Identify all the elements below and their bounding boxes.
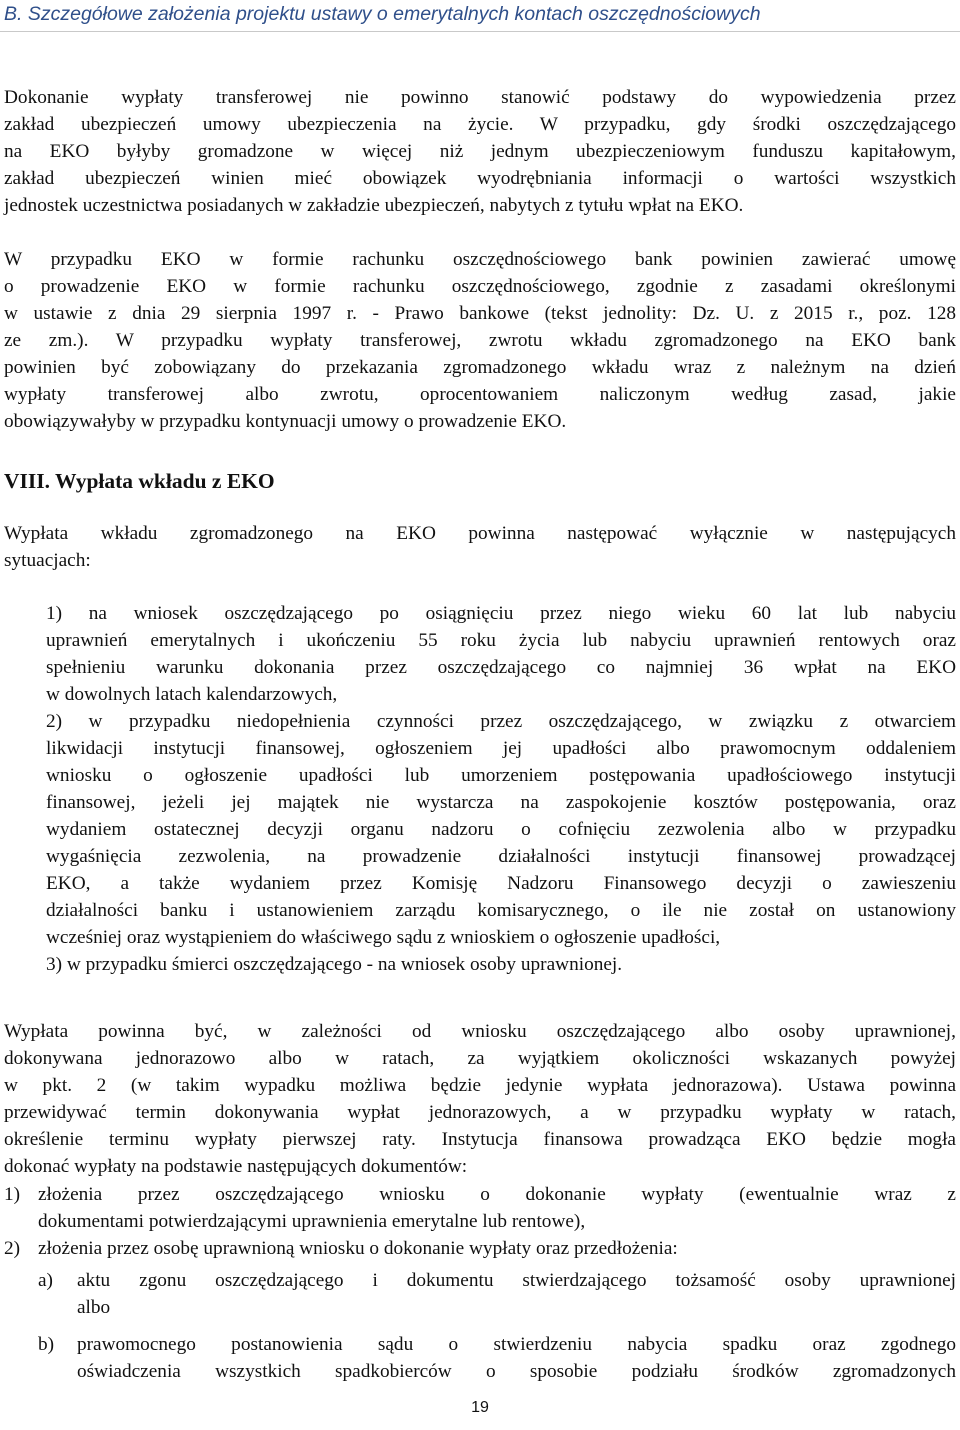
text-line: W przypadku EKO w formie rachunku oszczędnościowego bank powinien zawierać umowę [4, 249, 956, 270]
text-line: w ustawie z dnia 29 sierpnia 1997 r. - Prawo bankowe (tekst jednolity: Dz. U. z 2015 r., poz. 128 [4, 303, 956, 324]
list-item-line: spełnieniu warunku dokonania przez oszczędzającego co najmniej 36 wpłat na EKO [46, 657, 956, 678]
text-line: jednostek uczestnictwa posiadanych w zakładzie ubezpieczeń, nabytych z tytułu wpłat na EKO. [4, 195, 744, 216]
list-item-line: finansowej, jeżeli jej majątek nie wystarcza na zaspokojenie kosztów postępowania, oraz [46, 792, 956, 813]
sublist-item-line: prawomocnego postanowienia sądu o stwierdzeniu nabycia spadku oraz zgodnego [77, 1334, 956, 1355]
list-item-line: 2) w przypadku niedopełnienia czynności przez oszczędzającego, w związku z otwarciem [46, 711, 956, 732]
list-item-line: dokumentami potwierdzającymi uprawnienia emerytalne lub rentowe), [38, 1211, 586, 1232]
list-item-line: działalności banku i ustanowieniem zarządu komisarycznego, o ile nie został on ustanowiony [46, 900, 956, 921]
text-line: określenie terminu wypłaty pierwszej raty. Instytucja finansowa prowadząca EKO będzie mogła [4, 1129, 956, 1150]
list-number: 2) [4, 1238, 21, 1259]
list-number: 1) [4, 1184, 21, 1205]
text-line: w pkt. 2 (w takim wypadku możliwa będzie jedynie wypłata jednorazowa). Ustawa powinna [4, 1075, 956, 1096]
list-item-line: wniosku o ogłoszenie upadłości lub umorzeniem postępowania upadłościowego instytucji [46, 765, 956, 786]
text-line: powinien być zobowiązany do przekazania zgromadzonego wkładu wraz z należnym na dzień [4, 357, 956, 378]
text-line: na EKO byłyby gromadzone w więcej niż jednym ubezpieczeniowym funduszu kapitałowym, [4, 141, 956, 162]
page-number: 19 [471, 1399, 489, 1416]
text-line: o prowadzenie EKO w formie rachunku oszczędnościowego, zgodnie z zasadami określonymi [4, 276, 956, 297]
text-line: wypłaty transferowej albo zwrotu, oprocentowaniem naliczonym według zasad, jakie [4, 384, 956, 405]
sublist-item-line: albo [77, 1297, 111, 1318]
sublist-item-line: aktu zgonu oszczędzającego i dokumentu stwierdzającego tożsamość osoby uprawnionej [77, 1270, 956, 1291]
text-line: Dokonanie wypłaty transferowej nie powinno stanowić podstawy do wypowiedzenia przez [4, 87, 956, 108]
list-item-line: wydaniem ostatecznej decyzji organu nadzoru o cofnięciu zezwolenia albo w przypadku [46, 819, 956, 840]
text-line: obowiązywałyby w przypadku kontynuacji umowy o prowadzenie EKO. [4, 411, 567, 432]
list-item-line: złożenia przez oszczędzającego wniosku o dokonanie wypłaty (ewentualnie wraz z [38, 1184, 956, 1205]
list-item-line: 1) na wniosek oszczędzającego po osiągnięciu przez niego wieku 60 lat lub nabyciu [46, 603, 956, 624]
text-line: przewidywać termin dokonywania wypłat jednorazowych, a w przypadku wypłaty w ratach, [4, 1102, 956, 1123]
list-item-line: uprawnień emerytalnych i ukończeniu 55 roku życia lub nabyciu uprawnień rentowych oraz [46, 630, 956, 651]
text-line: Wypłata wkładu zgromadzonego na EKO powinna następować wyłącznie w następujących [4, 523, 956, 544]
text-line: sytuacjach: [4, 550, 91, 571]
sublist-letter: b) [38, 1334, 55, 1355]
section-heading: VIII. Wypłata wkładu z EKO [4, 469, 275, 493]
text-line: zakład ubezpieczeń umowy ubezpieczenia na życie. W przypadku, gdy środki oszczędzającego [4, 114, 956, 135]
list-item-line: złożenia przez osobę uprawnioną wniosku o dokonanie wypłaty oraz przedłożenia: [38, 1238, 678, 1259]
text-line: zakład ubezpieczeń winien mieć obowiązek wyodrębniania informacji o wartości wszystkich [4, 168, 956, 189]
list-item-line: likwidacji instytucji finansowej, ogłoszeniem jej upadłości albo prawomocnym oddaleniem [46, 738, 956, 759]
text-line: dokonać wypłaty na podstawie następujących dokumentów: [4, 1156, 468, 1177]
sublist-letter: a) [38, 1270, 53, 1291]
sublist-item-line: oświadczenia wszystkich spadkobierców o sposobie podziału środków zgromadzonych [77, 1361, 956, 1382]
list-item-line: wygaśnięcia zezwolenia, na prowadzenie działalności instytucji finansowej prowadzącej [46, 846, 956, 867]
running-header: B. Szczegółowe założenia projektu ustawy o emerytalnych kontach oszczędnościowych [4, 3, 761, 25]
text-line: Wypłata powinna być, w zależności od wniosku oszczędzającego albo osoby uprawnionej, [4, 1021, 956, 1042]
header-divider [0, 31, 960, 32]
list-item-line: EKO, a także wydaniem przez Komisję Nadzoru Finansowego decyzji o zawieszeniu [46, 873, 956, 894]
list-item-line: wcześniej oraz wystąpieniem do właściwego sądu z wnioskiem o ogłoszenie upadłości, [46, 927, 721, 948]
text-line: dokonywana jednorazowo albo w ratach, za wyjątkiem okoliczności wskazanych powyżej [4, 1048, 956, 1069]
text-line: ze zm.). W przypadku wypłaty transferowej, zwrotu wkładu zgromadzonego na EKO bank [4, 330, 956, 351]
list-item-line: 3) w przypadku śmierci oszczędzającego - na wniosek osoby uprawnionej. [46, 954, 623, 975]
list-item-line: w dowolnych latach kalendarzowych, [46, 684, 338, 705]
